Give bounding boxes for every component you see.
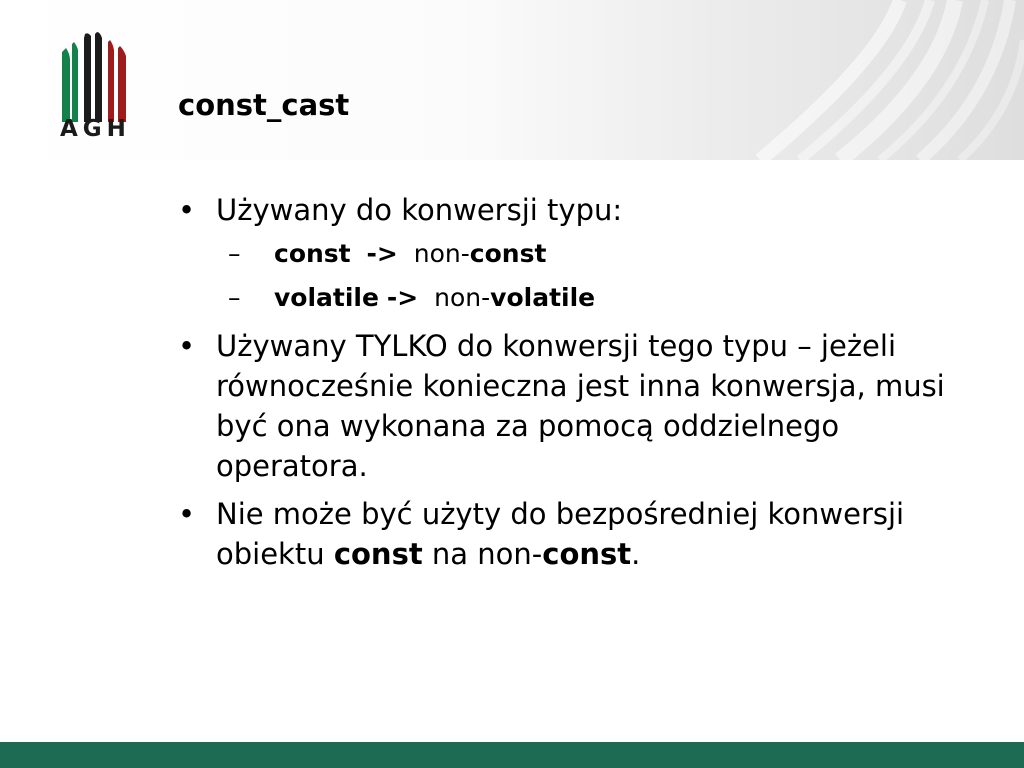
keyword-const: const <box>542 537 632 571</box>
bullet-text-before: Nie może być użyty do bezpośredniej konwersji obiektu <box>216 497 905 571</box>
bullet-text-after: . <box>631 537 641 571</box>
bullet-marker: • <box>178 497 196 531</box>
slide-title: const_cast <box>178 88 350 122</box>
keyword-volatile: volatile <box>274 283 379 312</box>
sub-item-const <box>178 238 968 270</box>
slide-header <box>0 0 1024 160</box>
keyword-const: const <box>333 537 423 571</box>
slide-content <box>178 190 968 582</box>
arrow-operator: -> <box>386 283 419 312</box>
bullet-item-conversion-types <box>178 190 968 230</box>
arrow-operator: -> <box>366 239 398 268</box>
bullet-item-cannot-convert <box>178 494 968 574</box>
bullet-text: Używany TYLKO do konwersji tego typu – jeżeli równocześnie konieczna jest inna konwersja, musi być ona wykonana za pomocą oddzielnego operatora. <box>216 329 945 483</box>
bullet-marker: • <box>178 193 196 227</box>
logo-text: AGH <box>60 116 131 142</box>
keyword-const: const <box>274 239 351 268</box>
bullet-marker: • <box>178 329 196 363</box>
non-prefix: non- <box>413 239 470 268</box>
footer-bar <box>0 742 1024 768</box>
dash-marker: – <box>228 239 241 268</box>
header-decoration <box>0 0 1024 160</box>
bullet-text-middle: na non- <box>422 537 543 571</box>
keyword-volatile: volatile <box>490 283 596 312</box>
sub-item-volatile <box>178 282 968 314</box>
non-prefix: non- <box>434 283 491 312</box>
bullet-item-only-this-type <box>178 326 968 486</box>
bullet-text: Używany do konwersji typu: <box>216 193 623 227</box>
dash-marker: – <box>228 283 241 312</box>
keyword-const: const <box>469 239 547 268</box>
